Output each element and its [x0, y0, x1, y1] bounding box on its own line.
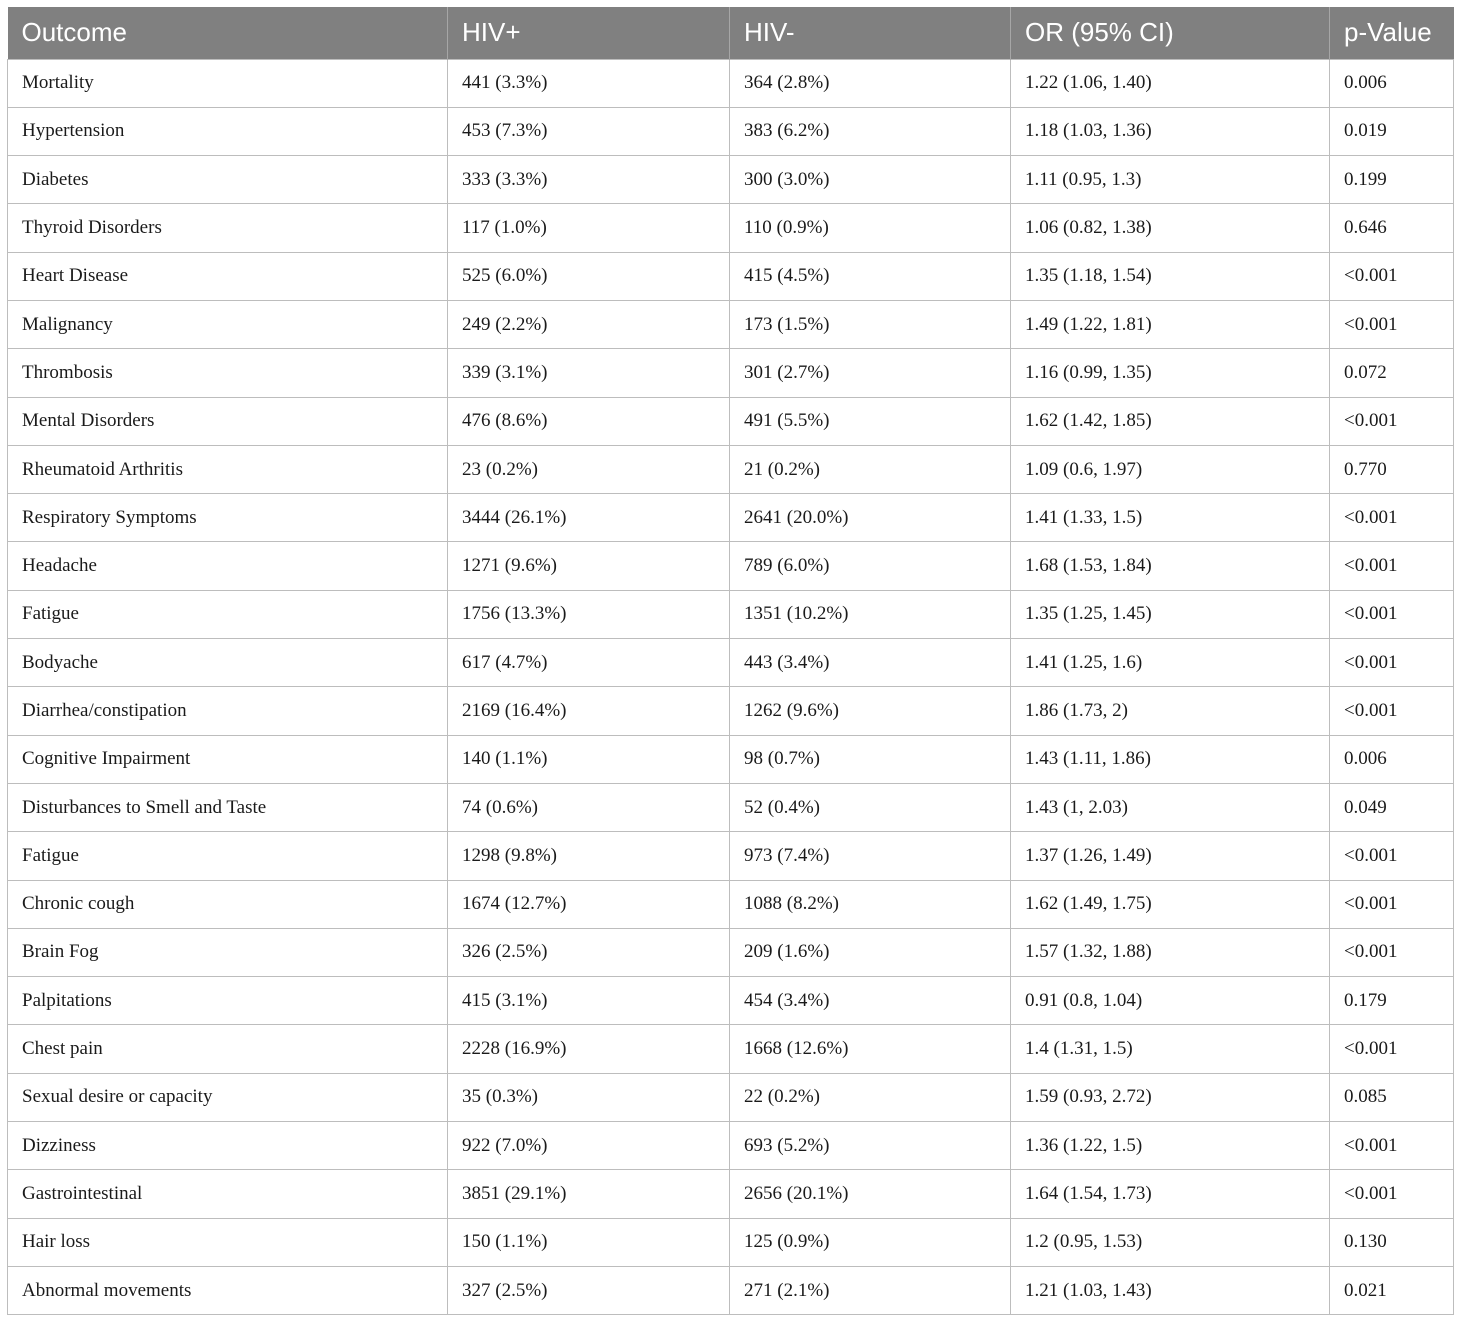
cell-p-value: <0.001 — [1330, 928, 1454, 976]
cell-p-value: <0.001 — [1330, 542, 1454, 590]
cell-outcome: Mental Disorders — [8, 397, 448, 445]
cell-odds-ratio: 1.22 (1.06, 1.40) — [1011, 59, 1330, 107]
cell-hiv-negative: 110 (0.9%) — [730, 204, 1011, 252]
cell-odds-ratio: 1.2 (0.95, 1.53) — [1011, 1218, 1330, 1266]
cell-p-value: 0.006 — [1330, 735, 1454, 783]
cell-hiv-positive: 140 (1.1%) — [448, 735, 730, 783]
cell-outcome: Diarrhea/constipation — [8, 687, 448, 735]
cell-odds-ratio: 1.86 (1.73, 2) — [1011, 687, 1330, 735]
cell-hiv-positive: 339 (3.1%) — [448, 349, 730, 397]
header-hiv-positive: HIV+ — [448, 7, 730, 59]
cell-p-value: 0.072 — [1330, 349, 1454, 397]
cell-hiv-positive: 327 (2.5%) — [448, 1266, 730, 1314]
cell-outcome: Respiratory Symptoms — [8, 494, 448, 542]
cell-outcome: Abnormal movements — [8, 1266, 448, 1314]
cell-hiv-negative: 415 (4.5%) — [730, 252, 1011, 300]
cell-odds-ratio: 1.49 (1.22, 1.81) — [1011, 300, 1330, 348]
table-row — [8, 445, 1454, 493]
table-row — [8, 639, 1454, 687]
cell-hiv-negative: 1351 (10.2%) — [730, 590, 1011, 638]
cell-p-value: <0.001 — [1330, 494, 1454, 542]
table-row — [8, 156, 1454, 204]
cell-hiv-positive: 441 (3.3%) — [448, 59, 730, 107]
cell-odds-ratio: 1.18 (1.03, 1.36) — [1011, 107, 1330, 155]
cell-hiv-negative: 789 (6.0%) — [730, 542, 1011, 590]
cell-p-value: <0.001 — [1330, 880, 1454, 928]
cell-outcome: Chronic cough — [8, 880, 448, 928]
cell-hiv-positive: 117 (1.0%) — [448, 204, 730, 252]
cell-outcome: Thyroid Disorders — [8, 204, 448, 252]
table-row — [8, 59, 1454, 107]
table-row — [8, 1073, 1454, 1121]
cell-hiv-negative: 1668 (12.6%) — [730, 1025, 1011, 1073]
cell-outcome: Hair loss — [8, 1218, 448, 1266]
cell-odds-ratio: 1.41 (1.33, 1.5) — [1011, 494, 1330, 542]
cell-outcome: Chest pain — [8, 1025, 448, 1073]
cell-p-value: 0.130 — [1330, 1218, 1454, 1266]
cell-outcome: Hypertension — [8, 107, 448, 155]
table-row — [8, 494, 1454, 542]
cell-odds-ratio: 1.41 (1.25, 1.6) — [1011, 639, 1330, 687]
cell-hiv-negative: 443 (3.4%) — [730, 639, 1011, 687]
table-row — [8, 880, 1454, 928]
cell-hiv-negative: 98 (0.7%) — [730, 735, 1011, 783]
cell-hiv-negative: 491 (5.5%) — [730, 397, 1011, 445]
cell-hiv-negative: 2641 (20.0%) — [730, 494, 1011, 542]
table-row — [8, 832, 1454, 880]
cell-hiv-positive: 23 (0.2%) — [448, 445, 730, 493]
header-odds-ratio: OR (95% CI) — [1011, 7, 1330, 59]
cell-odds-ratio: 1.16 (0.99, 1.35) — [1011, 349, 1330, 397]
cell-hiv-negative: 21 (0.2%) — [730, 445, 1011, 493]
outcomes-table — [7, 7, 1454, 1315]
cell-odds-ratio: 1.37 (1.26, 1.49) — [1011, 832, 1330, 880]
header-outcome: Outcome — [8, 7, 448, 59]
cell-odds-ratio: 1.64 (1.54, 1.73) — [1011, 1170, 1330, 1218]
table-row — [8, 300, 1454, 348]
cell-hiv-negative: 1088 (8.2%) — [730, 880, 1011, 928]
cell-outcome: Mortality — [8, 59, 448, 107]
cell-hiv-positive: 617 (4.7%) — [448, 639, 730, 687]
cell-hiv-negative: 2656 (20.1%) — [730, 1170, 1011, 1218]
table-row — [8, 1218, 1454, 1266]
cell-outcome: Rheumatoid Arthritis — [8, 445, 448, 493]
cell-hiv-positive: 415 (3.1%) — [448, 977, 730, 1025]
cell-odds-ratio: 1.36 (1.22, 1.5) — [1011, 1122, 1330, 1170]
cell-hiv-positive: 249 (2.2%) — [448, 300, 730, 348]
cell-odds-ratio: 1.62 (1.42, 1.85) — [1011, 397, 1330, 445]
table-row — [8, 687, 1454, 735]
cell-outcome: Sexual desire or capacity — [8, 1073, 448, 1121]
cell-hiv-positive: 1298 (9.8%) — [448, 832, 730, 880]
cell-hiv-positive: 2228 (16.9%) — [448, 1025, 730, 1073]
cell-odds-ratio: 0.91 (0.8, 1.04) — [1011, 977, 1330, 1025]
cell-p-value: <0.001 — [1330, 1025, 1454, 1073]
table-row — [8, 928, 1454, 976]
table-row — [8, 542, 1454, 590]
cell-hiv-negative: 209 (1.6%) — [730, 928, 1011, 976]
header-row — [8, 7, 1454, 59]
cell-hiv-positive: 1756 (13.3%) — [448, 590, 730, 638]
cell-outcome: Fatigue — [8, 832, 448, 880]
cell-p-value: 0.199 — [1330, 156, 1454, 204]
cell-p-value: <0.001 — [1330, 252, 1454, 300]
cell-outcome: Thrombosis — [8, 349, 448, 397]
cell-outcome: Disturbances to Smell and Taste — [8, 783, 448, 831]
cell-hiv-negative: 300 (3.0%) — [730, 156, 1011, 204]
cell-hiv-positive: 3444 (26.1%) — [448, 494, 730, 542]
cell-p-value: 0.770 — [1330, 445, 1454, 493]
cell-hiv-negative: 364 (2.8%) — [730, 59, 1011, 107]
cell-p-value: <0.001 — [1330, 590, 1454, 638]
cell-p-value: 0.021 — [1330, 1266, 1454, 1314]
cell-hiv-negative: 1262 (9.6%) — [730, 687, 1011, 735]
cell-p-value: 0.019 — [1330, 107, 1454, 155]
table-body — [8, 59, 1454, 1315]
cell-p-value: <0.001 — [1330, 639, 1454, 687]
cell-hiv-negative: 52 (0.4%) — [730, 783, 1011, 831]
table-row — [8, 783, 1454, 831]
cell-hiv-positive: 326 (2.5%) — [448, 928, 730, 976]
cell-odds-ratio: 1.09 (0.6, 1.97) — [1011, 445, 1330, 493]
cell-odds-ratio: 1.35 (1.25, 1.45) — [1011, 590, 1330, 638]
table-row — [8, 1170, 1454, 1218]
cell-p-value: 0.085 — [1330, 1073, 1454, 1121]
cell-outcome: Palpitations — [8, 977, 448, 1025]
cell-p-value: <0.001 — [1330, 300, 1454, 348]
header-p-value: p-Value — [1330, 7, 1454, 59]
cell-p-value: <0.001 — [1330, 1170, 1454, 1218]
cell-outcome: Dizziness — [8, 1122, 448, 1170]
cell-hiv-positive: 1271 (9.6%) — [448, 542, 730, 590]
cell-p-value: 0.006 — [1330, 59, 1454, 107]
table-row — [8, 397, 1454, 445]
table-header — [8, 7, 1454, 59]
cell-odds-ratio: 1.35 (1.18, 1.54) — [1011, 252, 1330, 300]
cell-hiv-positive: 1674 (12.7%) — [448, 880, 730, 928]
table-row — [8, 977, 1454, 1025]
cell-p-value: <0.001 — [1330, 397, 1454, 445]
cell-p-value: <0.001 — [1330, 687, 1454, 735]
cell-odds-ratio: 1.57 (1.32, 1.88) — [1011, 928, 1330, 976]
table-row — [8, 1266, 1454, 1314]
cell-odds-ratio: 1.62 (1.49, 1.75) — [1011, 880, 1330, 928]
table-row — [8, 590, 1454, 638]
cell-hiv-positive: 525 (6.0%) — [448, 252, 730, 300]
cell-odds-ratio: 1.4 (1.31, 1.5) — [1011, 1025, 1330, 1073]
cell-hiv-negative: 301 (2.7%) — [730, 349, 1011, 397]
cell-odds-ratio: 1.59 (0.93, 2.72) — [1011, 1073, 1330, 1121]
cell-hiv-negative: 693 (5.2%) — [730, 1122, 1011, 1170]
cell-odds-ratio: 1.43 (1.11, 1.86) — [1011, 735, 1330, 783]
cell-odds-ratio: 1.43 (1, 2.03) — [1011, 783, 1330, 831]
cell-hiv-positive: 453 (7.3%) — [448, 107, 730, 155]
cell-odds-ratio: 1.11 (0.95, 1.3) — [1011, 156, 1330, 204]
table-row — [8, 204, 1454, 252]
table-row — [8, 107, 1454, 155]
cell-p-value: <0.001 — [1330, 1122, 1454, 1170]
cell-p-value: <0.001 — [1330, 832, 1454, 880]
cell-hiv-negative: 173 (1.5%) — [730, 300, 1011, 348]
cell-outcome: Gastrointestinal — [8, 1170, 448, 1218]
cell-p-value: 0.049 — [1330, 783, 1454, 831]
cell-outcome: Brain Fog — [8, 928, 448, 976]
cell-outcome: Malignancy — [8, 300, 448, 348]
cell-hiv-negative: 454 (3.4%) — [730, 977, 1011, 1025]
cell-hiv-positive: 922 (7.0%) — [448, 1122, 730, 1170]
cell-hiv-negative: 383 (6.2%) — [730, 107, 1011, 155]
cell-outcome: Diabetes — [8, 156, 448, 204]
cell-hiv-negative: 973 (7.4%) — [730, 832, 1011, 880]
cell-hiv-negative: 271 (2.1%) — [730, 1266, 1011, 1314]
cell-hiv-negative: 125 (0.9%) — [730, 1218, 1011, 1266]
cell-hiv-positive: 476 (8.6%) — [448, 397, 730, 445]
cell-hiv-positive: 35 (0.3%) — [448, 1073, 730, 1121]
table-row — [8, 1025, 1454, 1073]
cell-outcome: Bodyache — [8, 639, 448, 687]
cell-odds-ratio: 1.21 (1.03, 1.43) — [1011, 1266, 1330, 1314]
cell-odds-ratio: 1.06 (0.82, 1.38) — [1011, 204, 1330, 252]
cell-hiv-positive: 3851 (29.1%) — [448, 1170, 730, 1218]
cell-p-value: 0.179 — [1330, 977, 1454, 1025]
table-row — [8, 349, 1454, 397]
cell-hiv-negative: 22 (0.2%) — [730, 1073, 1011, 1121]
cell-hiv-positive: 333 (3.3%) — [448, 156, 730, 204]
cell-odds-ratio: 1.68 (1.53, 1.84) — [1011, 542, 1330, 590]
cell-hiv-positive: 74 (0.6%) — [448, 783, 730, 831]
table-row — [8, 1122, 1454, 1170]
cell-hiv-positive: 2169 (16.4%) — [448, 687, 730, 735]
cell-outcome: Fatigue — [8, 590, 448, 638]
cell-outcome: Headache — [8, 542, 448, 590]
outcomes-table-container — [7, 7, 1453, 1315]
header-hiv-negative: HIV- — [730, 7, 1011, 59]
cell-hiv-positive: 150 (1.1%) — [448, 1218, 730, 1266]
cell-outcome: Cognitive Impairment — [8, 735, 448, 783]
table-row — [8, 735, 1454, 783]
cell-p-value: 0.646 — [1330, 204, 1454, 252]
cell-outcome: Heart Disease — [8, 252, 448, 300]
table-row — [8, 252, 1454, 300]
